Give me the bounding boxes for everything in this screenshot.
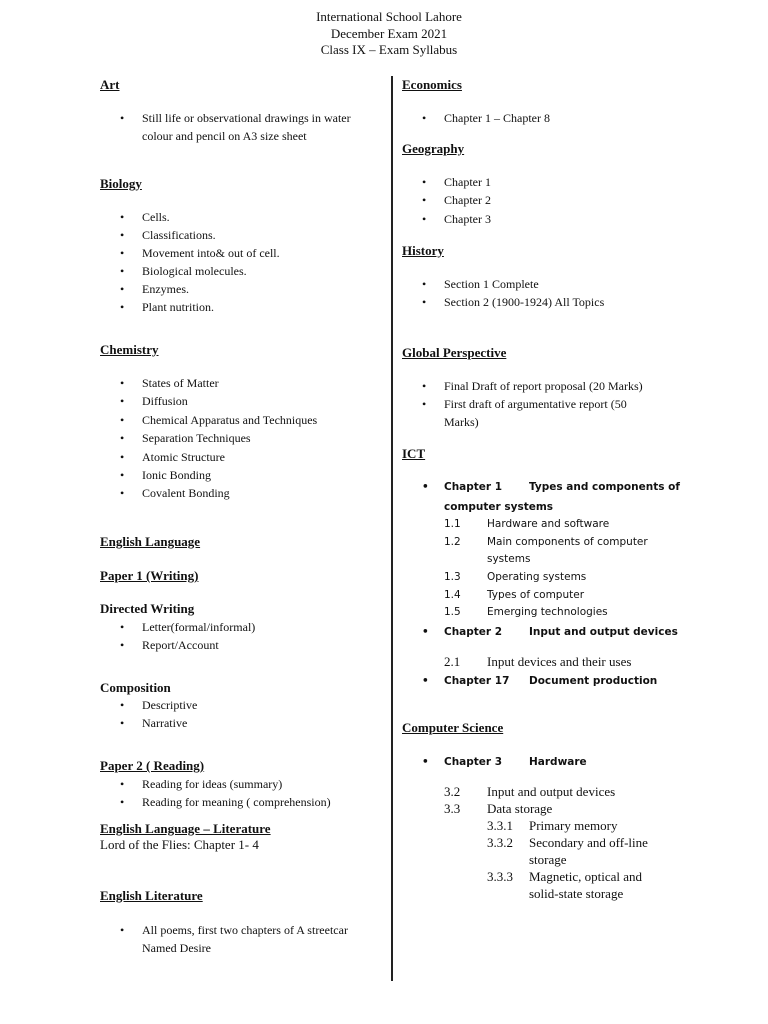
list-item: • Descriptive [100,696,385,714]
global-perspective-list [402,377,732,431]
english-literature-list [100,921,385,958]
list-item: • Chapter 3 [402,210,732,228]
computer-science-heading: Computer Science [402,720,504,735]
list-item: • Covalent Bonding [100,484,385,502]
list-item: • Still life or observational drawings in water colour and pencil on A3 size sheet [100,109,385,146]
composition-list [100,696,385,732]
chemistry-list [100,374,385,503]
bullet-icon: • [422,675,429,687]
art-list [100,109,385,146]
school-name: International School Lahore [316,9,462,24]
bullet-icon: • [422,481,429,493]
list-item: • Final Draft of report proposal (20 Marks) [402,377,732,395]
directed-writing-heading: Directed Writing [100,601,195,616]
list-item: • Report/Account [100,636,385,654]
list-item: • Movement into& out of cell. [100,244,385,262]
biology-list [100,208,385,316]
english-literature-heading: English Literature [100,888,203,903]
list-item: • Reading for meaning ( comprehension) [100,793,385,811]
list-item: • Chemical Apparatus and Techniques [100,411,385,429]
list-item: • Letter(formal/informal) [100,618,385,636]
list-item: • Section 2 (1900-1924) All Topics [402,293,732,311]
geography-heading: Geography [402,141,465,156]
list-item: • States of Matter [100,374,385,392]
chapter-number: Chapter 3 [444,756,503,768]
chapter-title: Input and output devices [529,626,678,638]
list-item: • All poems, first two chapters of A streetcar Named Desire [100,921,385,958]
list-item: • Classifications. [100,226,385,244]
list-item: • Separation Techniques [100,429,385,447]
list-item: • Narrative [100,714,385,732]
bullet-icon: • [422,626,429,638]
geography-list [402,173,732,228]
global-perspective-heading: Global Perspective [402,345,507,360]
list-item: • Plant nutrition. [100,298,385,316]
english-language-heading: English Language [100,534,201,549]
exam-name: December Exam 2021 [330,25,448,41]
bullet-icon: • [422,756,429,768]
directed-writing-list [100,618,385,654]
chapter-number: Chapter 1 [444,481,503,493]
list-item: • Chapter 1 – Chapter 8 [402,109,732,127]
ict-heading: ICT [402,446,426,461]
list-item: • Chapter 2 [402,191,732,209]
biology-heading: Biology [100,176,142,191]
chapter-title: Types and components of [529,481,680,493]
list-item: • First draft of argumentative report (50 Marks) [402,395,732,431]
list-item: • Reading for ideas (summary) [100,775,385,793]
list-item: • Section 1 Complete [402,275,732,293]
column-divider [391,76,393,981]
chapter-title-continued: computer systems [444,501,554,513]
literature-text: Lord of the Flies: Chapter 1- 4 [100,837,259,852]
chemistry-heading: Chemistry [100,342,159,357]
history-heading: History [402,243,444,258]
history-list [402,275,732,312]
paper1-heading: Paper 1 (Writing) [100,568,199,583]
chapter-title: Hardware [529,756,587,768]
list-item: • Cells. [100,208,385,226]
art-heading: Art [100,77,120,92]
syllabus-title: Class IX – Exam Syllabus [320,42,458,57]
list-item: • Enzymes. [100,280,385,298]
list-item: • Atomic Structure [100,448,385,466]
english-language-literature-heading: English Language – Literature [100,821,271,836]
document-header [0,9,768,59]
list-item: • Diffusion [100,392,385,410]
paper2-list [100,775,385,811]
economics-list [402,109,732,127]
composition-heading: Composition [100,680,171,695]
chapter-number: Chapter 2 [444,626,503,638]
chapter-title: Document production [529,675,658,687]
list-item: • Ionic Bonding [100,466,385,484]
list-item: • Chapter 1 [402,173,732,191]
paper2-heading: Paper 2 ( Reading) [100,758,205,773]
chapter-number: Chapter 17 [444,675,510,687]
list-item: • Biological molecules. [100,262,385,280]
economics-heading: Economics [402,77,462,92]
